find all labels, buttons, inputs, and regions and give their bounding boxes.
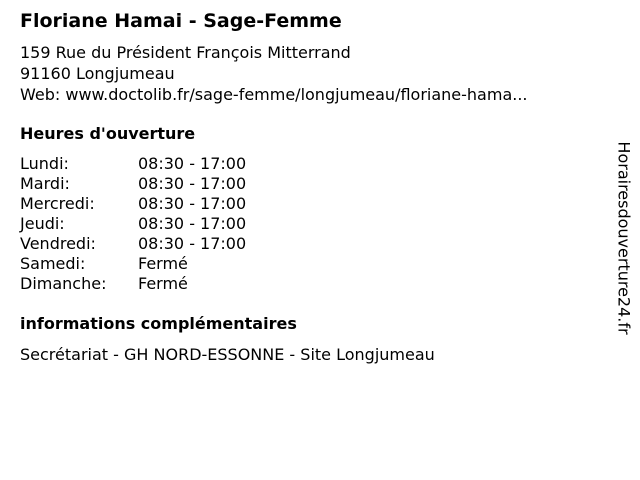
day-label: Vendredi: bbox=[20, 234, 96, 253]
additional-info-heading: informations complémentaires bbox=[20, 314, 297, 333]
address-city: 91160 Longjumeau bbox=[20, 64, 175, 83]
page-title: Floriane Hamai - Sage-Femme bbox=[20, 10, 342, 32]
hours-value: Fermé bbox=[138, 274, 188, 293]
hours-value: Fermé bbox=[138, 254, 188, 273]
day-label: Mercredi: bbox=[20, 194, 95, 213]
site-brand-vertical: Horairesdouverture24.fr bbox=[614, 141, 634, 335]
hours-value: 08:30 - 17:00 bbox=[138, 174, 247, 193]
hours-value: 08:30 - 17:00 bbox=[138, 234, 247, 253]
hours-value: 08:30 - 17:00 bbox=[138, 154, 247, 173]
day-label: Samedi: bbox=[20, 254, 86, 273]
address-street: 159 Rue du Président François Mitterrand bbox=[20, 43, 351, 62]
day-label: Mardi: bbox=[20, 174, 70, 193]
hours-value: 08:30 - 17:00 bbox=[138, 214, 247, 233]
opening-hours-heading: Heures d'ouverture bbox=[20, 124, 196, 143]
day-label: Dimanche: bbox=[20, 274, 107, 293]
day-label: Lundi: bbox=[20, 154, 69, 173]
website-link[interactable]: Web: www.doctolib.fr/sage-femme/longjumeau/floriane-hama... bbox=[20, 85, 528, 104]
day-label: Jeudi: bbox=[20, 214, 65, 233]
hours-value: 08:30 - 17:00 bbox=[138, 194, 247, 213]
additional-info-text: Secrétariat - GH NORD-ESSONNE - Site Longjumeau bbox=[20, 345, 435, 364]
